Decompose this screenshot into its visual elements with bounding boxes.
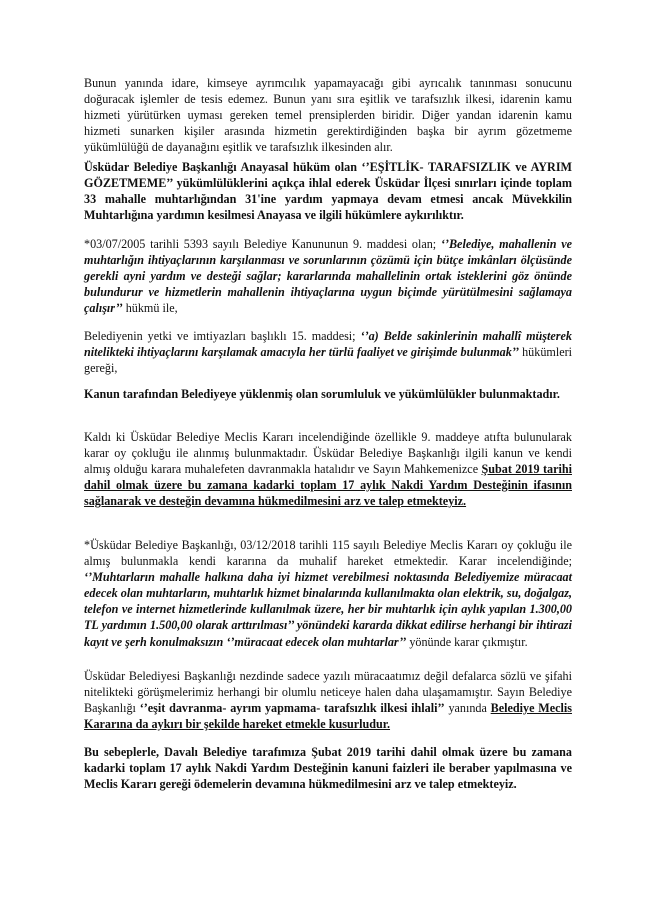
paragraph-intro: Belediyenin yetki ve imtiyazları başlıklı 15. maddesi;	[84, 329, 361, 343]
paragraph-intro: *Üsküdar Belediye Başkanlığı, 03/12/2018 tarihli 115 sayılı Belediye Meclis Kararı oy çokluğu ile almış bulunmakla kendi kararına da muhalif hareket etmektedir. Karar incelendiğinde;	[84, 538, 572, 569]
fault-emphasis: Belediye Meclis Kararına da aykırı bir şekilde hareket etmekle kusurludur.	[84, 701, 572, 732]
paragraph-council-decision	[84, 429, 572, 509]
paragraph-responsibility	[84, 386, 572, 402]
paragraph-text: Kanun tarafından Belediyeye yüklenmiş olan sorumluluk ve yükümlülükler bulunmaktadır.	[84, 387, 560, 401]
law-quote: ‘’a) Belde sakinlerinin mahallî müşterek nitelikteki ihtiyaçlarını karşılamak amacıyla her türlü faaliyet ve girişimde bulunmak’’	[84, 329, 572, 360]
paragraph-outro: hükümleri gereği,	[84, 345, 573, 376]
paragraph-text: Bunun yanında idare, kimseye ayrımcılık yapamayacağı gibi ayrıcalık tanınması sonucunu doğuracak işlemler de tesis edemez. Bunun yanı sıra eşitlik ve tarafsızlık ilkesi, idarenin kamu hizmeti yürütürken uyması gereken temel prensiplerden biridir. Diğer yandan idarenin kamu hizmeti sunarken kişiler arasında hizmetin gerektirdiğinden başka bir ayrım gözetmeme yükümlülüğü de dayanağını eşitlik ve tarafsızlık ilkesinden alır.	[84, 76, 572, 155]
paragraph-outro: hükmü ile,	[122, 301, 178, 316]
paragraph-text: Bu sebeplerle, Davalı Belediye tarafımıza Şubat 2019 tarihi dahil olmak üzere bu zamana kadarki toplam 17 aylık Nakdi Yardım Desteğinin kanuni faizleri ile beraber yapılmasına ve Meclis Kararı gereği ödemelerin devamına hükmedilmesini arz ve talep etmekteyiz.	[84, 745, 572, 792]
request-emphasis: Şubat 2019 tarihi dahil olmak üzere bu zamana kadarki toplam 17 aylık Nakdi Yardım Desteğinin ifasının sağlanarak ve desteğin devamına hükmedilmesini arz ve talep etmekteyiz.	[84, 462, 572, 509]
paragraph-middle: yanında	[444, 701, 491, 716]
paragraph-applications	[84, 668, 572, 732]
paragraph-intro: Üsküdar Belediyesi Başkanlığı nezdinde sadece yazılı müracaatımız değil defalarca sözlü ve şifahi nitelikteki görüşmelerimiz herhangi bir olumlu neticeye halen daha ulaşamamıştır. Sayın Belediye Başkanlığı	[84, 669, 572, 716]
paragraph-intro: Kaldı ki Üsküdar Belediye Meclis Kararı incelendiğinde özellikle 9. maddeye atıfta bulunularak karar oy çokluğu ile alınmış bulunmaktadır. Üsküdar Belediye Başkanlığı ilgili kanun ve kendi almış olduğu karara muhalefeten davranmakla hatalıdır ve Sayın Mahkemenizce	[84, 430, 572, 477]
paragraph-equality-principle	[84, 75, 572, 155]
paragraph-text: Üsküdar Belediye Başkanlığı Anayasal hüküm olan ‘’EŞİTLİK- TARAFSIZLIK ve AYRIM GÖZETMEME’’ yükümlülüklerini açıkça ihlal ederek Üsküdar İlçesi sınırları içinde toplam 33 mahalle muhtarlığından 31'ine yardım yapmaya devam etmesi ancak Müvekkilin Muhtarlığına yardımın kesilmesi Anayasa ve ilgili hükümlere aykırılıktır.	[84, 160, 572, 223]
decision-quote: ‘’Muhtarların mahalle halkına daha iyi hizmet verebilmesi noktasında Belediyemize müracaat edecek olan muhtarların, muhtarlık hizmet binalarında kullanılmakta olan elektrik, su, doğalgaz, telefon ve internet hizmetlerinde kullanılmak üzere, her bir muhtarlık için aylık yapılan 1.300,00 TL yardımın 1.500,00 olarak arttırılması’’ yönündeki kararda dikkat edilirse herhangi bir ihtirazi kayıt ve şerh konulmaksızın ‘’müracaat edecek olan muhtarlar’’	[84, 570, 572, 649]
paragraph-violation-claim	[84, 159, 572, 223]
paragraph-conclusion	[84, 744, 572, 792]
paragraph-outro: yönünde karar çıkmıştır.	[406, 634, 528, 649]
paragraph-article-9	[84, 236, 572, 316]
law-quote: ‘’Belediye, mahallenin ve muhtarlığın ihtiyaçlarının karşılanması ve sorunlarının çözümü için bütçe imkânları ölçüsünde gerekli ayni yardım ve desteği sağlar; kararlarında mahallelinin ortak isteklerini göz önünde bulundurur ve hizmetlerin mahallenin ihtiyaçlarına uygun biçimde yürütülmesini sağlamaya çalışır’’	[84, 237, 572, 316]
paragraph-decision-115	[84, 537, 572, 650]
principle-quote: ‘’eşit davranma- ayrım yapmama- tarafsızlık ilkesi ihlali’’	[139, 701, 445, 716]
paragraph-intro: *03/07/2005 tarihli 5393 sayılı Belediye Kanununun 9. maddesi olan;	[84, 237, 441, 251]
paragraph-article-15	[84, 328, 572, 376]
